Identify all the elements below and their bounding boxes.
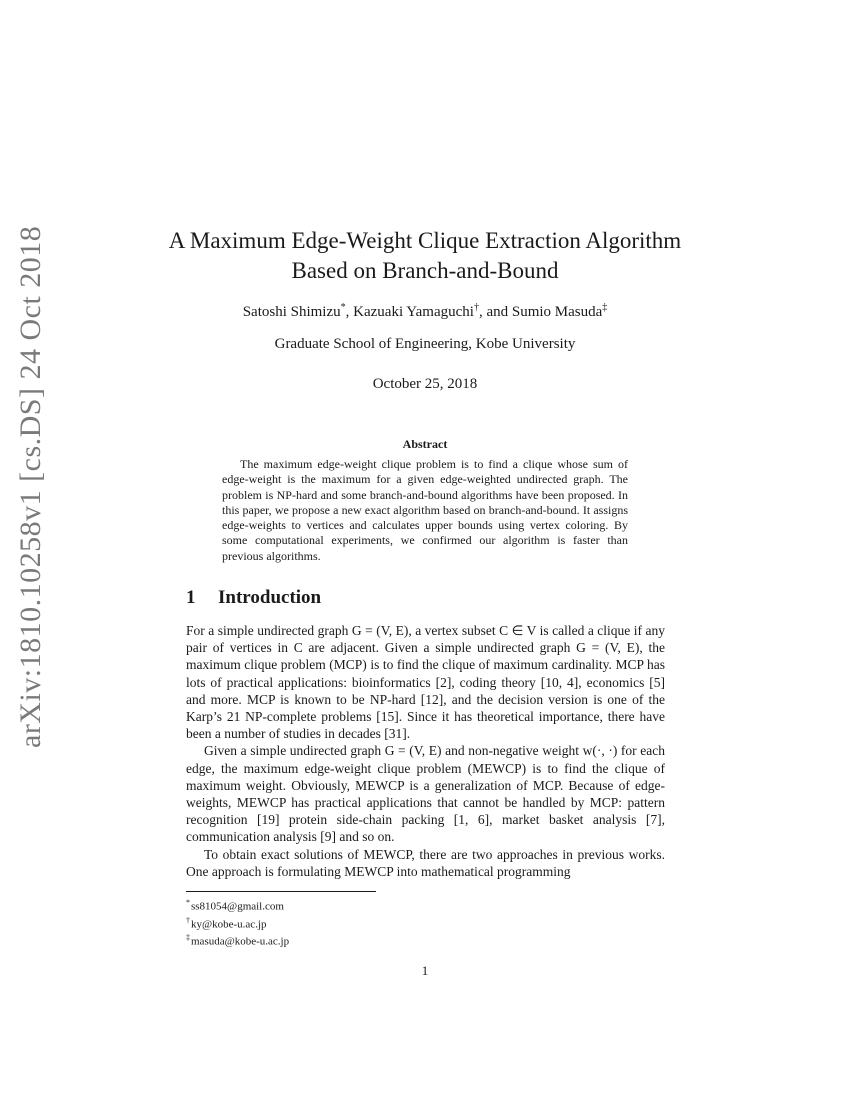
section-heading bbox=[186, 587, 666, 609]
footnote-mark: ‡ bbox=[186, 933, 190, 943]
section-title: Introduction bbox=[218, 587, 322, 608]
footnote-mark: * bbox=[186, 898, 190, 907]
paper-title: A Maximum Edge-Weight Clique Extraction Algorithm Based on Branch-and-Bound bbox=[168, 228, 682, 283]
footnote bbox=[186, 914, 486, 932]
author-mark: * bbox=[340, 302, 346, 313]
footnote-rule bbox=[186, 891, 376, 892]
footnotes bbox=[186, 896, 486, 949]
author-mark: † bbox=[473, 302, 479, 313]
footnote-email: ss81054@gmail.com bbox=[191, 900, 284, 913]
affiliation: Graduate School of Engineering, Kobe University bbox=[274, 336, 576, 352]
abstract-heading: Abstract bbox=[402, 437, 448, 451]
page-number: 1 bbox=[421, 963, 429, 978]
author-mark: ‡ bbox=[602, 302, 608, 313]
paragraph: Given a simple undirected graph G = (V, E) and non-negative weight w(·, ·) for each edge, the maximum edge-weight clique problem (MEWCP) is to find the clique of maximum weight. Obviously, MEWCP is a generalization of MCP. Because of edge-weights, MEWCP has practical applications that cannot be handled by MCP: pattern recognition [19] protein side-chain packing [1, 6], market basket analysis [7], communication analysis [9] and so on. bbox=[186, 743, 665, 845]
footnote bbox=[186, 896, 486, 914]
abstract-text: The maximum edge-weight clique problem is to find a clique whose sum of edge-weight is the maximum for a given edge-weighted undirected graph. The problem is NP-hard and some branch-and-bound algorithms have been proposed. In this paper, we propose a new exact algorithm based on branch-and-bound. It assigns edge-weights to vertices and calculates upper bounds using vertex coloring. By some computational experiments, we confirmed our algorithm is faster than previous algorithms. bbox=[222, 457, 628, 563]
author-name: Sumio Masuda bbox=[511, 304, 603, 320]
paragraph: To obtain exact solutions of MEWCP, there are two approaches in previous works. One approach is formulating MEWCP into mathematical programming bbox=[186, 846, 665, 879]
author-name: Satoshi Shimizu bbox=[242, 304, 341, 320]
footnote-email: masuda@kobe-u.ac.jp bbox=[191, 935, 290, 948]
author-name: Kazuaki Yamaguchi bbox=[353, 304, 474, 320]
section-body bbox=[186, 622, 665, 880]
footnote-email: ky@kobe-u.ac.jp bbox=[191, 918, 267, 931]
author-separator: , and bbox=[478, 304, 512, 320]
footnote bbox=[186, 931, 486, 949]
arxiv-identifier: arXiv:1810.10258v1 [cs.DS] 24 Oct 2018 bbox=[14, 225, 47, 748]
author-separator: , bbox=[345, 304, 354, 320]
paper-date: October 25, 2018 bbox=[372, 376, 478, 392]
section-number: 1 bbox=[186, 587, 196, 608]
author-list bbox=[150, 302, 700, 321]
footnote-mark: † bbox=[186, 915, 190, 925]
paragraph: For a simple undirected graph G = (V, E), a vertex subset C ∈ V is called a clique if any pair of vertices in C are adjacent. Given a simple undirected graph G = (V, E), the maximum clique problem (MCP) is to find the clique of maximum cardinality. MCP has lots of practical applications: bioinformatics [2], coding theory [10, 4], economics [5] and more. MCP is known to be NP-hard [12], and the decision version is one of the Karp’s 21 NP-complete problems [15]. Since it has theoretical importance, there have been a number of studies in decades [31]. bbox=[186, 623, 665, 742]
